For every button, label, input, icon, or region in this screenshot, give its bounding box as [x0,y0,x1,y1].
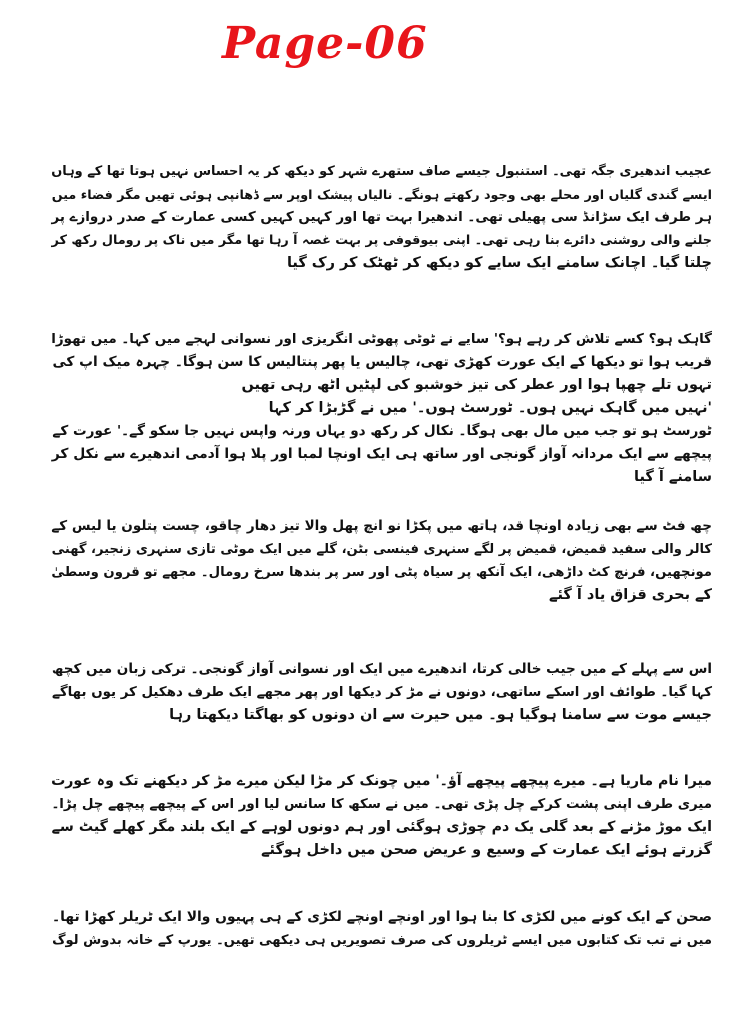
text-line: ٹورسٹ ہو تو جب میں مال بھی ہوگا۔ نکال کر رکھ دو یہاں ورنہ واپس نہیں جا سکو گے۔' عورت کے [52,423,712,439]
text-line: مونچھیں، فرنچ کٹ داڑھی، ایک آنکھ پر سیاہ پٹی اور سر پر بندھا سرخ رومال۔ مجھے تو قرون وسطیٰ [51,565,712,580]
text-line: چلتا گیا۔ اچانک سامنے ایک سایے کو دیکھ کر ٹھٹک کر رک گیا [286,255,712,271]
text-line: پیچھے سے ایک مردانہ آواز گونجی اور ساتھ ہی ایک اونچا لمبا اور پلا ہوا آدمی اندھیرے سے نکل کر [51,446,712,462]
paragraph [38,328,712,489]
text-line: سامنے آ گیا [634,469,712,485]
paragraph [38,770,712,862]
text-line: میرا نام ماریا ہے۔ میرے پیچھے پیچھے آؤ۔' میں چونک کر مڑا لیکن میرے مڑ کر دیکھنے تک وہ عورت [51,773,712,789]
text-line: ایک موڑ مڑنے کے بعد گلی یک دم چوڑی ہوگئی اور ہم دونوں لوہے کے ایک بلند مگر کھلے گیٹ سے [51,819,712,835]
text-line: میری طرف اپنی پشت کرکے چل پڑی تھی۔ میں نے سکھ کا سانس لیا اور اس کے پیچھے پیچھے چل پڑا۔ [51,797,712,812]
text-line: میں نے تب تک کتابوں میں ایسے ٹریلروں کی صرف تصویریں ہی دیکھی تھیں۔ یورپ کے خانہ بدوش لوگ [52,933,712,948]
text-line: کے بحری قزاق یاد آ گئے [549,587,712,603]
paragraph [38,906,712,952]
paragraph [38,515,712,607]
text-line: تہوں تلے چھپا ہوا اور عطر کی تیز خوشبو کی لپٹیں اٹھ رہی تھیں [241,377,712,393]
text-line: چھ فٹ سے بھی زیادہ اونچا قد، ہاتھ میں پکڑا نو انچ پھل والا تیز دھار چاقو، چست پتلون یا لیس کے [51,518,712,534]
text-line: جلنے والی روشنی دائرے بنا رہی تھی۔ اپنی بیوقوفی پر بہت غصہ آ رہا تھا مگر میں ناک پر رومال رکھ کر [51,233,712,248]
text-line: صحن کے ایک کونے میں لکڑی کا بنا ہوا اور اونچے اونچے لکڑی کے ہی پہیوں والا ایک ٹریلر کھڑا تھا۔ [52,909,712,925]
text-line: ہر طرف ایک سڑانڈ سی پھیلی تھی۔ اندھیرا بہت تھا اور کہیں کہیں کسی عمارت کے صدر دروازے پر [51,209,712,225]
text-line: ایسے گندی گلیاں اور محلے بھی وجود رکھتے ہونگے۔ نالیاں پیشک اوپر سے ڈھانپی ہوئی تھیں مگر فضاء میں [51,187,712,202]
text-line: قریب ہوا تو دیکھا کے ایک عورت کھڑی تھی، چالیس یا پھر پنتالیس کا سن ہوگا۔ چہرہ میک اپ کی [52,354,712,370]
page-title: Page-06 [222,18,428,69]
paragraph [38,160,712,275]
text-line: کالر والی سفید قمیض، قمیض پر لگے سنہری فینسی بٹن، گلے میں ایک موٹی تازی سنہری زنجیر، گھنی [51,542,712,557]
text-line: عجیب اندھیری جگہ تھی۔ استنبول جیسے صاف ستھرے شہر کو دیکھ کر یہ احساس نہیں ہوتا تھا کے وہاں [51,164,712,179]
text-line: 'نہیں میں گاہک نہیں ہوں۔ ٹورسٹ ہوں۔' میں نے گڑبڑا کر کہا [268,400,712,416]
paragraph [38,658,712,727]
text-line: اس سے پہلے کے میں جیب خالی کرتا، اندھیرے میں ایک اور نسوانی آواز گونجی۔ ترکی زبان میں کچھ [51,661,712,677]
text-line: گاہک ہو؟ کسے تلاش کر رہے ہو؟' سایے نے ٹوٹی پھوٹی انگریزی اور نسوانی لہجے میں کہا۔ میں تھوڑا [51,331,712,347]
text-line: کہا گیا۔ طوائف اور اسکے ساتھی، دونوں نے مڑ کر دیکھا اور پھر مجھے ایک طرف دھکیل کر یوں بھاگے [52,685,712,700]
text-line: جیسے موت سے سامنا ہوگیا ہو۔ میں حیرت سے ان دونوں کو بھاگتا دیکھتا رہا [169,707,712,723]
text-line: گزرتے ہوئے ایک عمارت کے وسیع و عریض صحن میں داخل ہوگئے [261,842,712,858]
